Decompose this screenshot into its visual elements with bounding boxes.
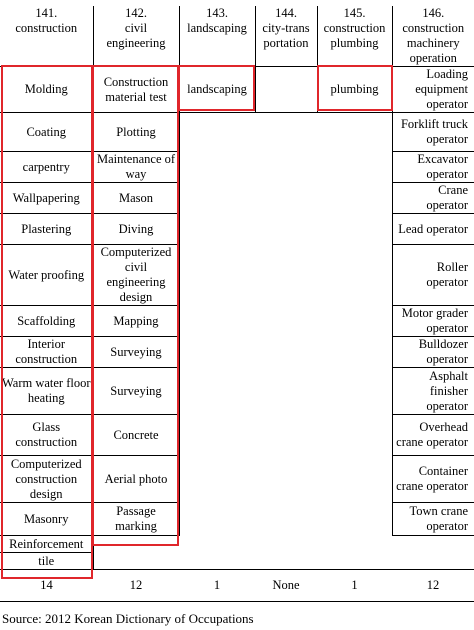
table-cell — [317, 214, 392, 245]
table-cell — [179, 152, 255, 183]
table-cell — [93, 553, 179, 570]
table-cell — [93, 536, 179, 553]
header-city-transportation: 144. city-trans portation — [255, 6, 317, 67]
table-row — [0, 214, 474, 245]
table-cell — [255, 152, 317, 183]
table-cell — [179, 306, 255, 337]
table-cell: Mason — [93, 183, 179, 214]
table-cell: Overhead crane operator — [392, 415, 474, 456]
table-row — [0, 415, 474, 456]
table-cell — [317, 536, 392, 553]
table-cell — [317, 337, 392, 368]
table-cell: Excavator operator — [392, 152, 474, 183]
table-cell: Plastering — [0, 214, 93, 245]
total-cell: 1 — [213, 578, 221, 592]
table-row — [0, 536, 474, 553]
table-cell — [317, 152, 392, 183]
table-row — [0, 113, 474, 152]
table-cell — [255, 456, 317, 503]
total-cell: 12 — [426, 578, 440, 592]
table-row — [0, 183, 474, 214]
table-cell — [179, 503, 255, 536]
table-row — [0, 553, 474, 570]
table-cell — [179, 536, 255, 553]
table-cell: Glass construction — [0, 415, 93, 456]
table-cell: plumbing — [317, 67, 392, 113]
table-cell: Maintenance of way — [93, 152, 179, 183]
table-cell: Warm water floor heating — [0, 368, 93, 415]
table-cell: Diving — [93, 214, 179, 245]
table-cell: Masonry — [0, 503, 93, 536]
table-cell: Scaffolding — [0, 306, 93, 337]
table-cell — [179, 183, 255, 214]
table-cell — [317, 113, 392, 152]
table-cell: Roller operator — [392, 245, 474, 306]
table-cell — [255, 214, 317, 245]
table-cell — [179, 415, 255, 456]
header-construction-plumbing: 145. construction plumbing — [317, 6, 392, 67]
table-cell — [317, 456, 392, 503]
table-cell — [255, 553, 317, 570]
table-cell: Interior construction — [0, 337, 93, 368]
table-cell: Container crane operator — [392, 456, 474, 503]
table-cell — [255, 503, 317, 536]
table-cell: Town crane operator — [392, 503, 474, 536]
table-cell — [317, 306, 392, 337]
table-cell: Wallpapering — [0, 183, 93, 214]
table-cell — [255, 113, 317, 152]
table-cell: Lead operator — [392, 214, 474, 245]
table-cell: Surveying — [93, 337, 179, 368]
totals-row — [0, 570, 474, 602]
table-cell: carpentry — [0, 152, 93, 183]
table-cell — [179, 337, 255, 368]
table-cell: Asphalt finisher operator — [392, 368, 474, 415]
table-row — [0, 67, 474, 113]
source-footnote: Source: 2012 Korean Dictionary of Occupations — [2, 611, 254, 626]
total-cell: None — [272, 578, 300, 592]
table-row — [0, 456, 474, 503]
total-cell: 12 — [129, 578, 143, 592]
table-cell: Plotting — [93, 113, 179, 152]
header-row — [0, 6, 474, 67]
table-cell: Forklift truck operator — [392, 113, 474, 152]
table-cell — [317, 553, 392, 570]
table-body — [0, 67, 474, 602]
header-civil-engineering: 142. civil engineering — [93, 6, 179, 67]
table-cell — [317, 415, 392, 456]
table-cell — [255, 536, 317, 553]
table-row — [0, 503, 474, 536]
header-construction: 141. construction — [15, 6, 78, 35]
table-cell: Water proofing — [0, 245, 93, 306]
total-cell: 1 — [351, 578, 358, 592]
table-cell: Computerized construction design — [0, 456, 93, 503]
table-cell: Coating — [0, 113, 93, 152]
table-cell: Computerized civil engineering design — [93, 245, 179, 306]
table-cell: Loading equipment operator — [392, 67, 474, 113]
table-row — [0, 152, 474, 183]
header-landscaping: 143. landscaping — [179, 6, 255, 67]
table-row — [0, 245, 474, 306]
table-cell: landscaping — [179, 67, 255, 113]
table-row — [0, 368, 474, 415]
table-cell: Bulldozer operator — [392, 337, 474, 368]
table-cell — [179, 113, 255, 152]
table-cell: Passage marking — [93, 503, 179, 536]
table-cell: tile — [0, 553, 93, 570]
table-row — [0, 337, 474, 368]
table-cell — [255, 183, 317, 214]
table-cell — [255, 306, 317, 337]
table-cell — [179, 456, 255, 503]
table-cell: Concrete — [93, 415, 179, 456]
table-cell: Motor grader operator — [392, 306, 474, 337]
table-cell: Reinforcement — [0, 536, 93, 553]
table-cell — [255, 67, 317, 113]
table-cell: Surveying — [93, 368, 179, 415]
table-cell — [179, 368, 255, 415]
table-cell — [255, 368, 317, 415]
header-machinery-operation: 146. construction machinery operation — [392, 6, 474, 67]
table-cell — [317, 503, 392, 536]
table-cell — [255, 415, 317, 456]
table-cell: Mapping — [93, 306, 179, 337]
table-cell: Crane operator — [392, 183, 474, 214]
table-cell: Construction material test — [93, 67, 179, 113]
table-cell — [179, 245, 255, 306]
table-cell — [179, 553, 255, 570]
table-cell: Aerial photo — [93, 456, 179, 503]
table-cell — [392, 553, 474, 570]
table-cell — [317, 368, 392, 415]
table-cell — [317, 245, 392, 306]
table-cell — [255, 337, 317, 368]
table-cell — [179, 214, 255, 245]
table-cell — [317, 183, 392, 214]
table-cell: Molding — [0, 67, 93, 113]
table-row — [0, 306, 474, 337]
table-cell — [255, 245, 317, 306]
total-cell: 14 — [40, 578, 53, 592]
table-cell — [392, 536, 474, 553]
occupations-table — [0, 6, 474, 602]
